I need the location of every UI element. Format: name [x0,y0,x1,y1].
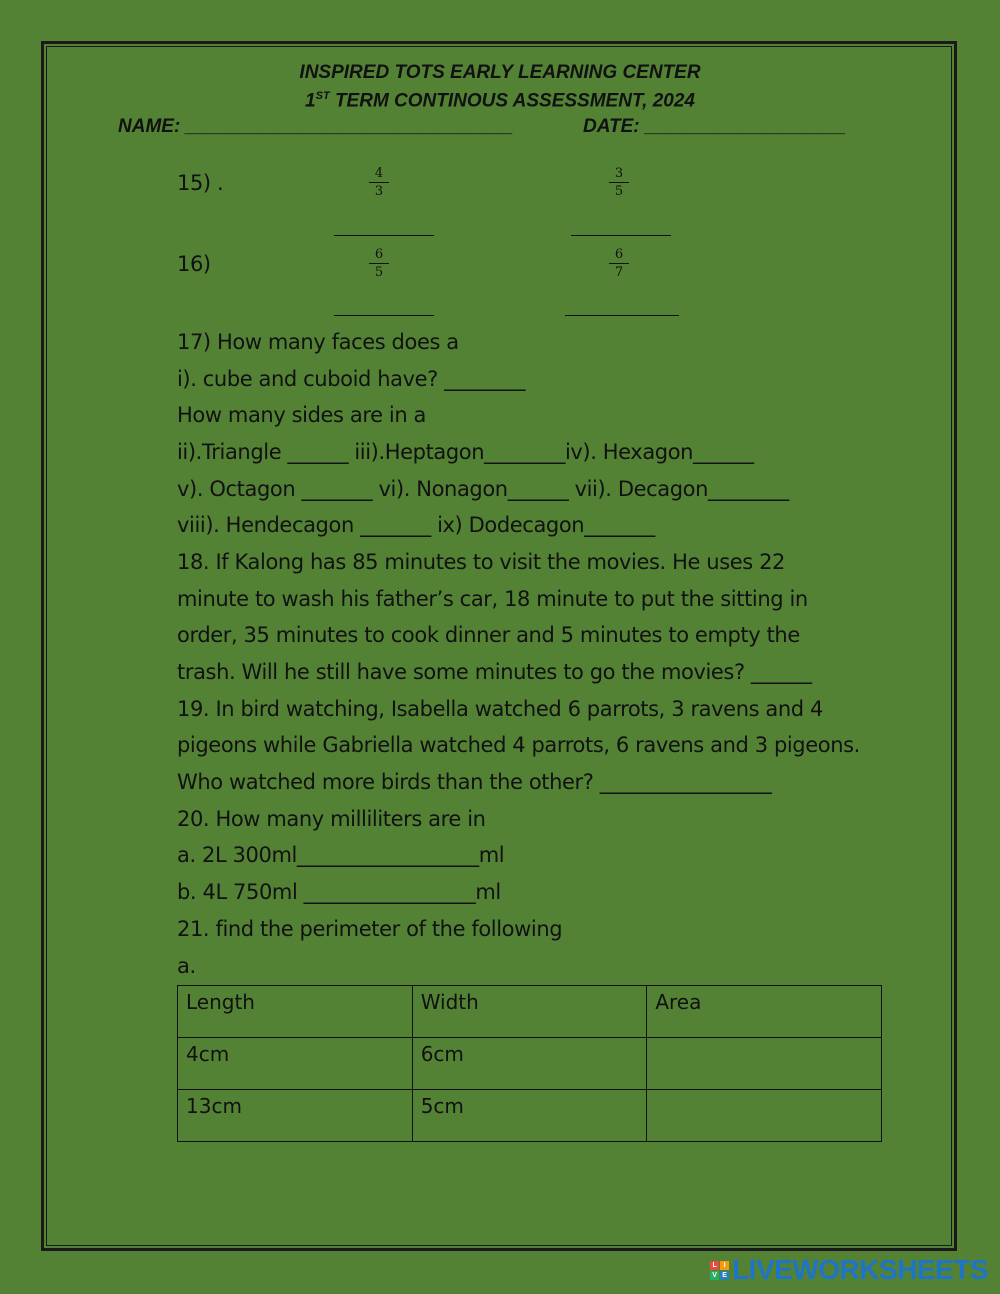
term-suffix: ST [315,90,330,102]
liveworksheets-logo-icon [710,1261,729,1280]
name-field[interactable]: NAME: _______________________________ [118,116,514,137]
q16-fraction-b [609,247,629,280]
table-cell: 5cm [412,1090,647,1142]
table-cell: 13cm [178,1090,413,1142]
header-cell: Area [647,986,882,1038]
q17-v-vii-line[interactable]: v). Octagon _______ vi). Nonagon______ vii). Decagon________ [177,477,789,501]
table-cell: 6cm [412,1038,647,1090]
term-ordinal: 1 [305,90,316,112]
q17-sides-prompt: How many sides are in a [177,403,426,427]
q16-fraction-b-numerator: 6 [609,247,629,264]
q16-fraction-a [369,247,389,280]
q19-line-3[interactable]: Who watched more birds than the other? _________________ [177,770,772,794]
q19-line-1: 19. In bird watching, Isabella watched 6 parrots, 3 ravens and 4 [177,697,823,721]
q15-fraction-a-numerator: 4 [369,166,389,183]
q16-fraction-b-denominator: 7 [614,265,624,280]
logo-letter: E [720,1271,729,1280]
table-row [178,1090,882,1142]
table-row [178,1038,882,1090]
logo-letter: L [710,1261,719,1270]
q16-fraction-a-numerator: 6 [369,247,389,264]
q16-answer-blank-b[interactable] [565,315,679,316]
q15-fraction-a-denominator: 3 [374,184,384,199]
area-answer-cell[interactable] [647,1090,882,1142]
q15-fraction-b-denominator: 5 [614,184,624,199]
q17-i-line[interactable]: i). cube and cuboid have? ________ [177,367,525,391]
header-cell: Width [412,986,647,1038]
q16-label: 16) [177,252,211,276]
q21-a-label: a. [177,954,196,978]
q18-line-4[interactable]: trash. Will he still have some minutes to go the movies? ______ [177,660,812,684]
q20-b-line[interactable]: b. 4L 750ml _________________ml [177,880,501,904]
q18-line-2: minute to wash his father’s car, 18 minute to put the sitting in [177,587,808,611]
q15-answer-blank-b[interactable] [571,235,671,236]
q15-fraction-b [609,166,629,199]
q15-fraction-a [369,166,389,199]
date-field[interactable]: DATE: ___________________ [583,116,846,137]
liveworksheets-brand[interactable] [710,1254,988,1286]
q17-viii-ix-line[interactable]: viii). Hendecagon _______ ix) Dodecagon_______ [177,513,655,537]
q17-prompt: 17) How many faces does a [177,330,459,354]
area-answer-cell[interactable] [647,1038,882,1090]
q18-line-1: 18. If Kalong has 85 minutes to visit the movies. He uses 22 [177,550,785,574]
q15-answer-blank-a[interactable] [334,235,434,236]
q16-fraction-a-denominator: 5 [374,265,384,280]
q21-prompt: 21. find the perimeter of the following [177,917,563,941]
logo-letter: V [710,1271,719,1280]
q16-answer-blank-a[interactable] [334,315,434,316]
q18-line-3: order, 35 minutes to cook dinner and 5 minutes to empty the [177,623,800,647]
table-cell: 4cm [178,1038,413,1090]
perimeter-table [177,985,882,1142]
table-header-row [178,986,882,1038]
header-cell: Length [178,986,413,1038]
assessment-title [0,90,1000,112]
q20-a-line[interactable]: a. 2L 300ml__________________ml [177,843,505,867]
liveworksheets-text: LIVEWORKSHEETS [732,1254,988,1285]
term-rest: TERM CONTINOUS ASSESSMENT, 2024 [329,90,695,112]
q20-prompt: 20. How many milliliters are in [177,807,486,831]
q19-line-2: pigeons while Gabriella watched 4 parrots, 6 ravens and 3 pigeons. [177,733,860,757]
school-title: INSPIRED TOTS EARLY LEARNING CENTER [299,62,701,83]
logo-letter: I [720,1261,729,1270]
q15-fraction-b-numerator: 3 [609,166,629,183]
q17-ii-iv-line[interactable]: ii).Triangle ______ iii).Heptagon________iv). Hexagon______ [177,440,754,464]
q15-label: 15) . [177,171,224,195]
